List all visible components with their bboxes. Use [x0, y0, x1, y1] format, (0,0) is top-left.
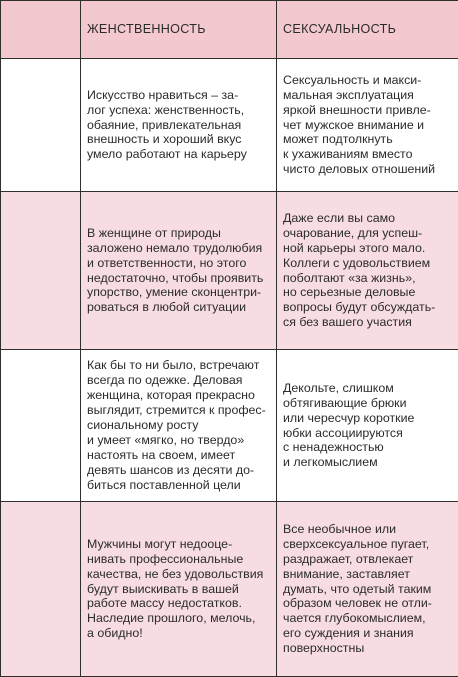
femininity-cell: В женщине от природы заложено немало трудолюбия и ответственности, но этого недостаточно, чтобы проявить упорство, умение сконцентри- роваться в любой ситуации	[81, 192, 277, 350]
sexuality-cell: Декольте, слишком обтягивающие брюки или чересчур короткие юбки ассоциируются с ненадежностью и легкомыслием	[277, 350, 458, 502]
header-empty-cell	[1, 1, 81, 59]
femininity-cell: Как бы то ни было, встречают всегда по одежке. Деловая женщина, которая прекрасно выглядит, стремится к профес- сиональному росту и умеет «мягко, но твердо» настоять на своем, имеет девять шансов из десяти до- биться поставленной цели	[81, 350, 277, 502]
header-sexuality: СЕКСУАЛЬНОСТЬ	[277, 1, 458, 59]
table-row	[1, 59, 458, 192]
table-row	[1, 192, 458, 350]
table-row	[1, 350, 458, 502]
femininity-cell: Искусство нравиться – за- лог успеха: женственность, обаяние, привлекательная внешность и хороший вкус умело работают на карьеру	[81, 59, 277, 192]
table-row	[1, 502, 458, 677]
header-femininity: ЖЕНСТВЕННОСТЬ	[81, 1, 277, 59]
sexuality-cell: Даже если вы само очарование, для успеш- ной карьеры этого мало. Коллеги с удовольствием поболтают «за жизнь», но серьезные деловые вопросы будут обсуждать- ся без вашего участия	[277, 192, 458, 350]
table-header-row	[1, 1, 458, 59]
row-marker-cell	[1, 502, 81, 677]
row-marker-cell	[1, 192, 81, 350]
sexuality-cell: Все необычное или сверхсексуальное пугает, раздражает, отвлекает внимание, заставляет думать, что одетый таким образом человек не отли- чается глубокомыслием, его суждения и знания поверхностны	[277, 502, 458, 677]
row-marker-cell	[1, 59, 81, 192]
sexuality-cell: Сексуальность и макси- мальная эксплуатация яркой внешности привле- чет мужское внимание и может подтолкнуть к ухаживаниям вместо чисто деловых отношений	[277, 59, 458, 192]
femininity-cell: Мужчины могут недооце- нивать профессиональные качества, не без удовольствия будут выискивать в вашей работе массу недостатков. Наследие прошлого, мелочь, а обидно!	[81, 502, 277, 677]
row-marker-cell	[1, 350, 81, 502]
